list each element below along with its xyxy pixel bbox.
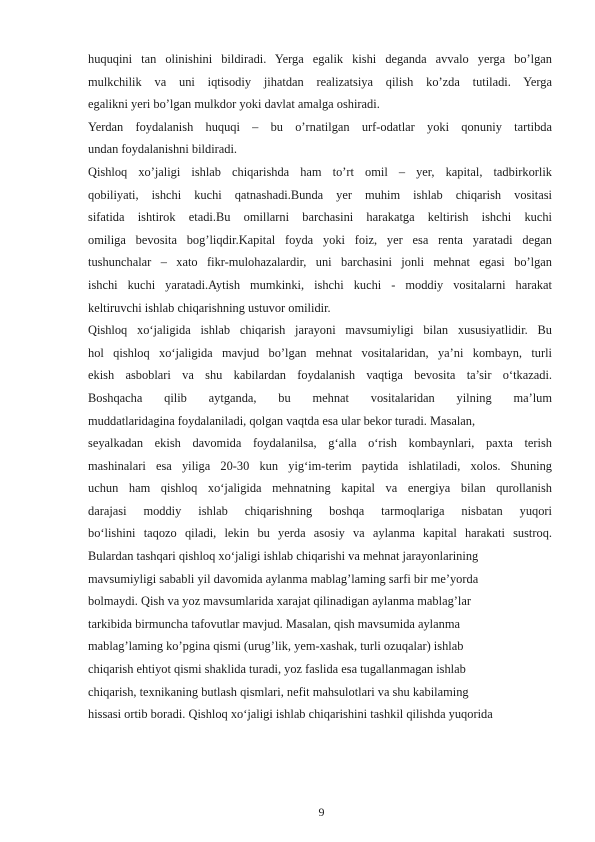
text-line: sifatida ishtirok etadi.Bu omillarni barchasini harakatga keltirish ishchi kuchi <box>88 210 552 225</box>
page-number: 9 <box>318 805 325 819</box>
text-line: qobiliyati, ishchi kuchi qatnashadi.Bunda yer muhim ishlab chiqarish vositasi <box>88 187 552 202</box>
text-line: Yerdan foydalanish huquqi – bu o’rnatilgan urf-odatlar yoki qonuniy tartibda <box>88 119 552 134</box>
text-line: ekish asboblari va shu kabilardan foydalanish vaqtiga bevosita ta’sir o‘tkazadi. <box>88 368 552 383</box>
text-line: bolmaydi. Qish va yoz mavsumlarida xarajat qilinadigan aylanma mablag’lar <box>88 594 471 609</box>
text-line: huquqini tan olinishini bildiradi. Yerga egalik kishi deganda avvalo yerga bo’lgan <box>88 52 552 66</box>
text-line: darajasi moddiy ishlab chiqarishning boshqa tarmoqlariga nisbatan yuqori <box>88 503 552 518</box>
text-line: mavsumiyligi sababli yil davomida aylanma mablag’laming sarfi bir me’yorda <box>88 571 479 586</box>
text-line: undan foydalanishni bildiradi. <box>88 142 238 157</box>
text-line: muddatlaridagina foydalaniladi, qolgan vaqtda esa ular bekor turadi. Masalan, <box>88 413 476 428</box>
text-line: mashinalari esa yiliga 20-30 kun yig‘im-terim paytida ishlatiladi, xolos. Shuning <box>88 458 552 473</box>
text-line: hol qishloq xo‘jaligida mavjud bo’lgan mehnat vositalaridan, ya’ni kombayn, turli <box>88 345 552 360</box>
text-line: Boshqacha qilib aytganda, bu mehnat vositalaridan yilning ma’lum <box>88 390 552 405</box>
text-line: Qishloq xo’jaligi ishlab chiqarishda ham to’rt omil – yer, kapital, tadbirkorlik <box>88 164 552 179</box>
text-line: omiliga bevosita bog’liqdir.Kapital foyda yoki foiz, yer esa renta yaratadi degan <box>88 232 552 247</box>
text-line: mulkchilik va uni iqtisodiy jihatdan realizatsiya qilish ko’zda tutiladi. Yerga <box>88 74 552 89</box>
text-line: mablag’laming ko’pgina qismi (urug’lik, yem-xashak, turli ozuqalar) ishlab <box>88 639 464 654</box>
text-line: tushunchalar – xato fikr-mulohazalardir, uni barchasini jonli mehnat egasi bo’lgan <box>88 255 552 270</box>
text-line: uchun ham qishloq xo‘jaligida mehnatning kapital va energiya bilan qurollanish <box>88 481 552 496</box>
text-line: egalikni yeri bo’lgan mulkdor yoki davlat amalga oshiradi. <box>88 97 380 112</box>
text-line: Bulardan tashqari qishloq xo‘jaligi ishlab chiqarishi va mehnat jarayonlarining <box>88 549 479 564</box>
text-line: hissasi ortib boradi. Qishloq xo‘jaligi ishlab chiqarishini tashkil qilishda yuqorida <box>88 707 493 722</box>
text-line: Qishloq xo‘jaligida ishlab chiqarish jarayoni mavsumiyligi bilan xususiyatlidir. Bu <box>88 323 552 338</box>
document-body <box>88 48 552 726</box>
text-line: tarkibida birmuncha tafovutlar mavjud. Masalan, qish mavsumida aylanma <box>88 616 460 631</box>
text-line: chiqarish ehtiyot qismi shaklida turadi, yoz faslida esa tugallanmagan ishlab <box>88 662 466 677</box>
text-line: seyalkadan ekish davomida foydalanilsa, g‘alla o‘rish kombaynlari, paxta terish <box>88 436 552 451</box>
text-line: keltiruvchi ishlab chiqarishning ustuvor omilidir. <box>88 300 331 315</box>
text-line: ishchi kuchi yaratadi.Aytish mumkinki, ishchi kuchi - moddiy vositalarni harakat <box>88 277 552 292</box>
text-line: bo‘lishini taqozo qiladi, lekin bu yerda asosiy va aylanma kapital harakati sustroq. <box>88 526 552 541</box>
text-line: chiqarish, texnikaning butlash qismlari, nefit mahsulotlari va shu kabilaming <box>88 684 469 699</box>
